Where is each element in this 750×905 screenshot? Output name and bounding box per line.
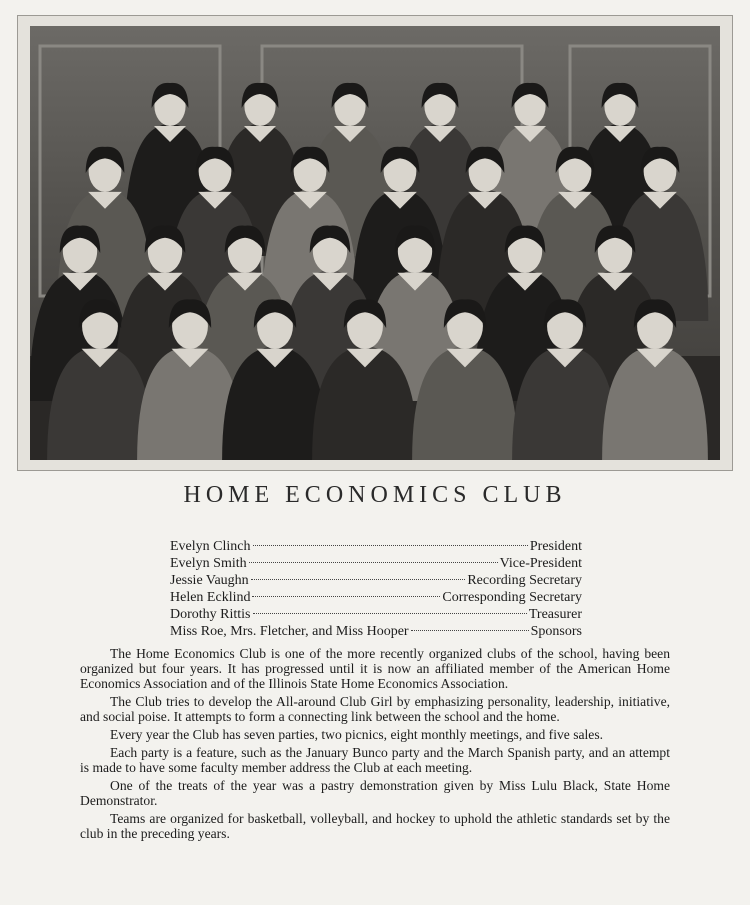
officer-row [170,538,582,555]
leader-dots [253,613,527,614]
officer-name: Helen Ecklind [170,590,251,605]
leader-dots [249,562,498,563]
paragraph: The Home Economics Club is one of the more recently organized clubs of the school, having been organized but four years. It has progressed until it is now an affiliated member of the American Home Economics Association and of the Illinois State Home Economics Association. [80,646,670,691]
officer-list [170,538,582,640]
officer-role: Vice-President [499,556,582,571]
officer-name: Evelyn Smith [170,556,247,571]
paragraph: Teams are organized for basketball, volleyball, and hockey to uphold the athletic standards set by the club in the preceding years. [80,811,670,841]
officer-role: Sponsors [530,624,582,639]
paragraph: Each party is a feature, such as the January Bunco party and the March Spanish party, and an attempt is made to have some faculty member address the Club at each meeting. [80,745,670,775]
leader-dots [252,596,440,597]
officer-name: Dorothy Rittis [170,607,251,622]
officer-name: Evelyn Clinch [170,539,251,554]
paragraph: One of the treats of the year was a pastry demonstration given by Miss Lulu Black, State Home Demonstrator. [80,778,670,808]
officer-row [170,606,582,623]
group-photo [30,26,720,460]
article-body [80,646,670,844]
officer-row [170,555,582,572]
officer-row [170,589,582,606]
leader-dots [251,579,466,580]
officer-role: Treasurer [528,607,582,622]
officer-name: Miss Roe, Mrs. Fletcher, and Miss Hooper [170,624,409,639]
officer-role: Recording Secretary [467,573,582,588]
club-members [30,83,708,460]
leader-dots [253,545,528,546]
officer-role: Corresponding Secretary [442,590,582,605]
leader-dots [411,630,529,631]
officer-row [170,572,582,589]
officer-row [170,623,582,640]
group-photo-illustration [30,26,720,460]
paragraph: Every year the Club has seven parties, two picnics, eight monthly meetings, and five sales. [110,727,604,742]
officer-name: Jessie Vaughn [170,573,249,588]
group-photo-frame [17,15,733,471]
officer-role: President [529,539,582,554]
paragraph: The Club tries to develop the All-around Club Girl by emphasizing personality, leadership, initiative, and social poise. It attempts to form a connecting link between the school and the home. [80,694,670,724]
page-title: HOME ECONOMICS CLUB [183,482,567,508]
